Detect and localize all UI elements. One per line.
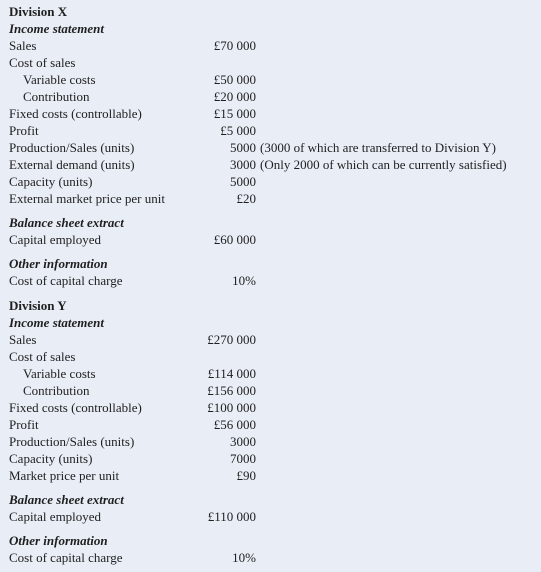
division-y-fixed-costs-value: £100 000 — [207, 400, 256, 415]
division-x-profit-value: £5 000 — [220, 123, 256, 138]
division-y-contribution-row — [0, 382, 541, 399]
division-y-cost-of-capital-label: Cost of capital charge — [9, 550, 123, 565]
division-x-other-heading-row — [0, 255, 541, 272]
division-y-capacity-value: 7000 — [230, 451, 256, 466]
division-y-balance-heading: Balance sheet extract — [9, 492, 124, 507]
division-y-market-price-label: Market price per unit — [9, 468, 120, 483]
division-x-profit-label: Profit — [9, 123, 39, 138]
division-y-profit-row — [0, 416, 541, 433]
division-y-contribution-value: £156 000 — [207, 383, 256, 398]
division-y-capacity-row — [0, 450, 541, 467]
division-x-balance-heading-row — [0, 214, 541, 231]
division-x-variable-costs-row — [0, 71, 541, 88]
division-y-sales-row — [0, 331, 541, 348]
division-x-capital-employed-label: Capital employed — [9, 232, 102, 247]
division-x-production-value: 5000 — [230, 140, 256, 155]
division-x-capital-employed-row — [0, 231, 541, 248]
division-y-profit-value: £56 000 — [213, 417, 256, 432]
division-y-variable-costs-label: Variable costs — [23, 366, 96, 381]
division-x-cost-of-capital-label: Cost of capital charge — [9, 273, 123, 288]
division-y-variable-costs-row — [0, 365, 541, 382]
division-x-contribution-value: £20 000 — [213, 89, 256, 104]
division-x-profit-row — [0, 122, 541, 139]
division-x-market-price-value: £20 — [236, 191, 256, 206]
division-y-production-row — [0, 433, 541, 450]
division-x-cost-of-sales-row — [0, 54, 541, 71]
division-y-contribution-label: Contribution — [23, 383, 90, 398]
division-x-contribution-row — [0, 88, 541, 105]
division-y-capital-employed-value: £110 000 — [207, 509, 256, 524]
division-x-capacity-value: 5000 — [230, 174, 256, 189]
division-x-external-demand-row — [0, 156, 541, 173]
division-y-profit-label: Profit — [9, 417, 39, 432]
division-x-fixed-costs-value: £15 000 — [213, 106, 256, 121]
division-x-contribution-label: Contribution — [23, 89, 90, 104]
division-y-title: Division Y — [9, 298, 67, 313]
division-x-capacity-label: Capacity (units) — [9, 174, 93, 189]
division-x-fixed-costs-label: Fixed costs (controllable) — [9, 106, 142, 121]
division-y-capital-employed-label: Capital employed — [9, 509, 102, 524]
division-x-sales-row — [0, 37, 541, 54]
division-y-cost-of-sales-row — [0, 348, 541, 365]
division-x-variable-costs-value: £50 000 — [213, 72, 256, 87]
division-y-production-label: Production/Sales (units) — [9, 434, 135, 449]
division-x-sales-value: £70 000 — [213, 38, 256, 53]
division-x-external-demand-value: 3000 — [230, 157, 256, 172]
division-x-external-demand-note: (Only 2000 of which can be currently satisfied) — [260, 157, 507, 172]
division-x-other-heading: Other information — [9, 256, 108, 271]
division-x-cost-of-capital-row — [0, 272, 541, 289]
division-x-fixed-costs-row — [0, 105, 541, 122]
division-x-external-demand-label: External demand (units) — [9, 157, 135, 172]
division-y-title-row — [0, 297, 541, 314]
division-y-sales-label: Sales — [9, 332, 37, 347]
division-y-sales-value: £270 000 — [207, 332, 256, 347]
division-y-capital-employed-row — [0, 508, 541, 525]
division-y-balance-heading-row — [0, 491, 541, 508]
division-x-production-label: Production/Sales (units) — [9, 140, 135, 155]
division-x-capital-employed-value: £60 000 — [213, 232, 256, 247]
division-y-production-value: 3000 — [230, 434, 256, 449]
division-x-capacity-row — [0, 173, 541, 190]
division-x-income-heading: Income statement — [9, 21, 104, 36]
division-x-balance-heading: Balance sheet extract — [9, 215, 124, 230]
division-x-production-note: (3000 of which are transferred to Division Y) — [260, 140, 496, 155]
division-y-market-price-row — [0, 467, 541, 484]
division-x-market-price-row — [0, 190, 541, 207]
division-y-other-heading: Other information — [9, 533, 108, 548]
division-y-capacity-label: Capacity (units) — [9, 451, 93, 466]
division-y-income-heading: Income statement — [9, 315, 104, 330]
division-x-cost-of-capital-value: 10% — [232, 273, 256, 288]
division-y-cost-of-sales-label: Cost of sales — [9, 349, 76, 364]
division-y-fixed-costs-label: Fixed costs (controllable) — [9, 400, 142, 415]
division-y-income-heading-row — [0, 314, 541, 331]
division-x-title: Division X — [9, 4, 68, 19]
division-x-production-row — [0, 139, 541, 156]
division-y-other-heading-row — [0, 532, 541, 549]
division-x-sales-label: Sales — [9, 38, 37, 53]
division-y-cost-of-capital-value: 10% — [232, 550, 256, 565]
division-x-cost-of-sales-label: Cost of sales — [9, 55, 76, 70]
division-y-variable-costs-value: £114 000 — [207, 366, 256, 381]
division-y-market-price-value: £90 — [236, 468, 256, 483]
division-y-fixed-costs-row — [0, 399, 541, 416]
division-x-variable-costs-label: Variable costs — [23, 72, 96, 87]
division-y-cost-of-capital-row — [0, 549, 541, 566]
division-x-income-heading-row — [0, 20, 541, 37]
division-x-title-row — [0, 3, 541, 20]
division-x-market-price-label: External market price per unit — [9, 191, 165, 206]
